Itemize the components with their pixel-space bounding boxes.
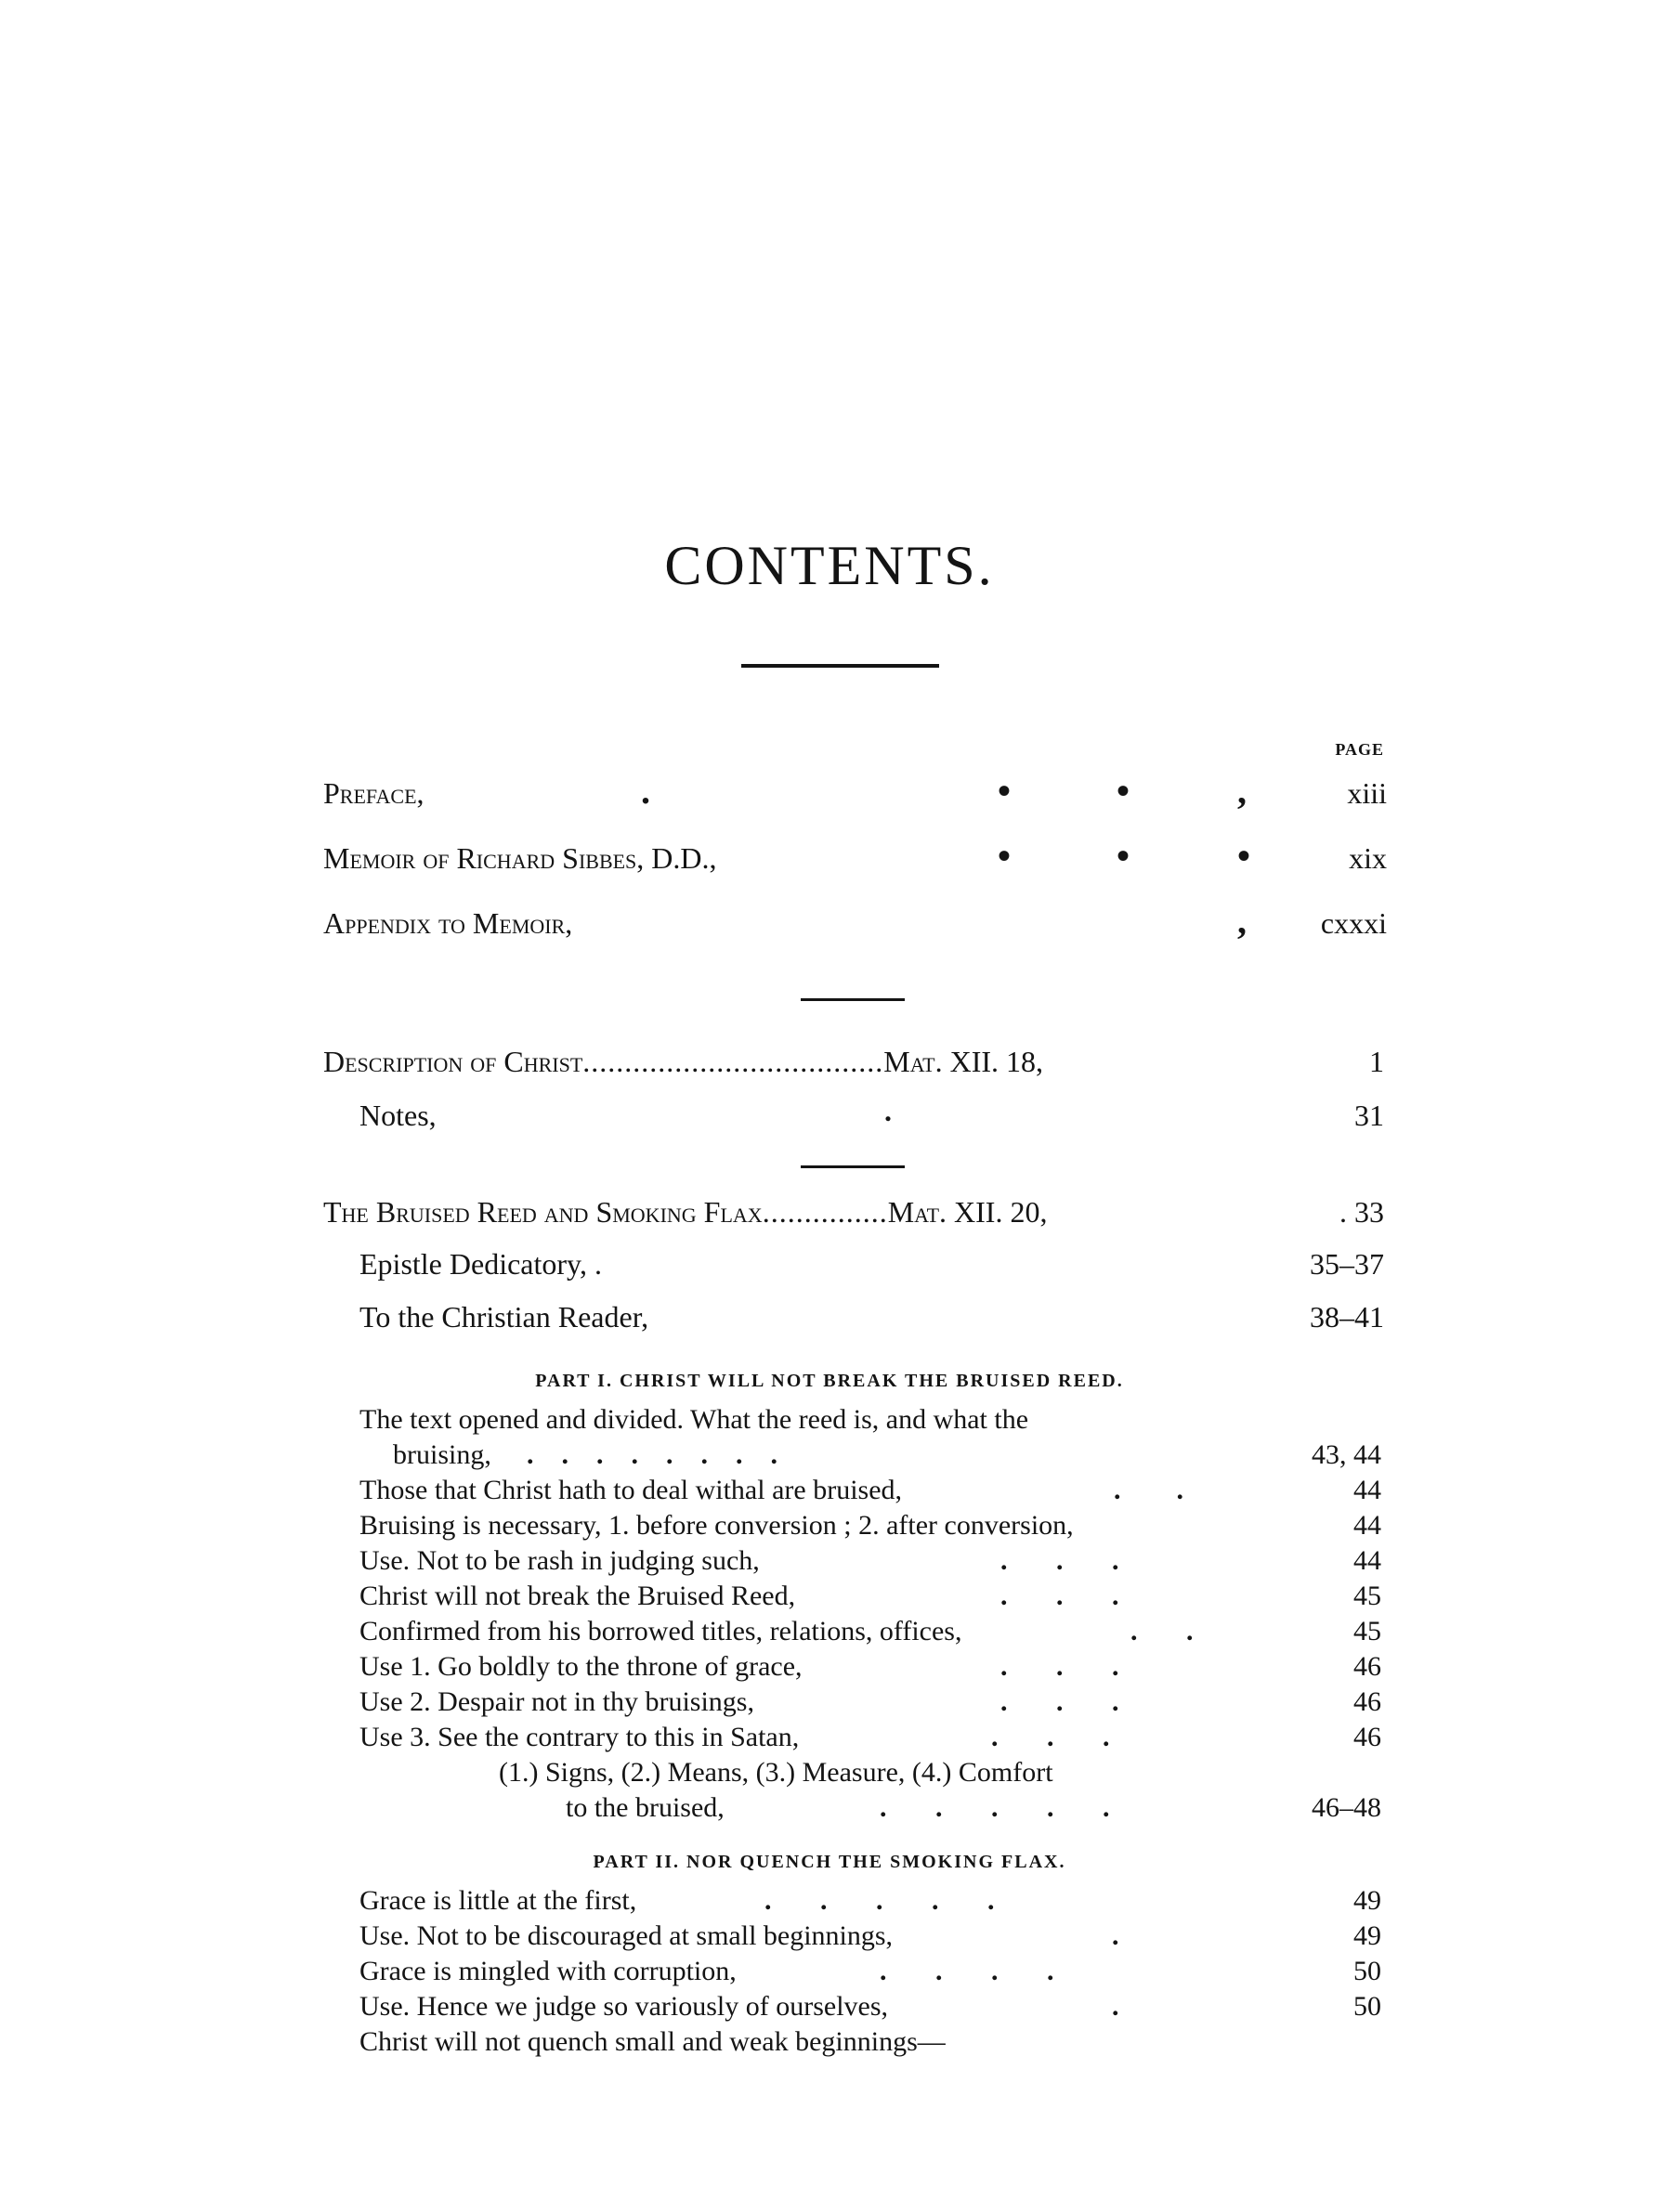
toc-line[interactable] [359, 1475, 1381, 1510]
dot-leader: . [1112, 1920, 1119, 1951]
toc-line-text: Grace is little at the first, [359, 1885, 637, 1916]
toc-line-text: Those that Christ hath to deal withal are bruised, [359, 1475, 903, 1505]
toc-line-text: Grace is mingled with corruption, [359, 1956, 737, 1986]
dot-leader: . . [1114, 1475, 1183, 1505]
dot-leader: . . . . [880, 1956, 1054, 1986]
toc-line-page: 46 [1353, 1686, 1381, 1717]
toc-line-text: Use 1. Go boldly to the throne of grace, [359, 1651, 803, 1682]
leader-dot: . [641, 770, 650, 812]
part-one-heading: PART I. CHRIST WILL NOT BREAK THE BRUISED REED. [535, 1371, 1124, 1391]
dot-leader: .................................... [582, 1045, 884, 1078]
toc-line[interactable] [359, 1651, 1381, 1686]
dot-leader: . [1112, 1991, 1119, 2022]
leader-dot: . [884, 1094, 892, 1127]
toc-entry-label: Appendix to Memoir, [323, 906, 573, 940]
toc-subentry-notes-page: 31 [1354, 1099, 1384, 1132]
dot-leader: . . . [1000, 1651, 1119, 1682]
toc-line-page: 50 [1353, 1991, 1381, 2022]
toc-entry-appendix[interactable] [323, 900, 1387, 953]
toc-line-text: Confirmed from his borrowed titles, relations, offices, [359, 1616, 962, 1646]
dot-leader: . . . . . . . . [527, 1439, 777, 1470]
toc-line-page: 50 [1353, 1956, 1381, 1986]
toc-entry-page: xiii [1347, 776, 1387, 810]
toc-line-page: 45 [1353, 1581, 1381, 1611]
toc-line[interactable] [359, 1885, 1381, 1920]
toc-line-page: 45 [1353, 1616, 1381, 1646]
toc-line-text: The text opened and divided. What the reed is, and what the [359, 1404, 1029, 1435]
dot-leader: . . . . . [880, 1792, 1110, 1823]
toc-entry-label: Memoir of Richard Sibbes, D.D., [323, 841, 717, 875]
toc-line-text: Use. Not to be rash in judging such, [359, 1545, 760, 1576]
toc-line-text: Christ will not quench small and weak beginnings— [359, 2026, 946, 2057]
scripture-reference: Mat. XII. 20, [887, 1195, 1048, 1229]
leader-dot: • [998, 770, 1012, 812]
section-rule [801, 1165, 905, 1168]
toc-line-page: 46–48 [1312, 1792, 1381, 1823]
dot-leader: . . . [991, 1722, 1110, 1752]
toc-entry-page: cxxxi [1320, 906, 1387, 940]
toc-line-text: Use. Hence we judge so variously of ourselves, [359, 1991, 889, 2022]
toc-line-page: 44 [1353, 1510, 1381, 1541]
toc-line[interactable] [359, 1510, 1381, 1545]
dot-leader: . . . [1000, 1686, 1119, 1717]
toc-line[interactable] [359, 1991, 1381, 2026]
toc-line[interactable] [359, 1956, 1381, 1991]
dot-leader: ............... [762, 1195, 888, 1229]
toc-entry-page: 1 [1369, 1045, 1384, 1078]
page-column-header: PAGE [1335, 740, 1384, 759]
toc-entry-bruised-reed[interactable] [323, 1195, 1047, 1230]
toc-subentry-reader-label[interactable]: To the Christian Reader, [359, 1300, 649, 1334]
toc-line[interactable] [359, 1581, 1381, 1616]
toc-line-text: Use 2. Despair not in thy bruisings, [359, 1686, 754, 1717]
leader-dot: , [1237, 900, 1247, 942]
toc-line-page: 49 [1353, 1920, 1381, 1951]
toc-line-text: Use 3. See the contrary to this in Satan, [359, 1722, 800, 1752]
page-title: CONTENTS. [664, 535, 995, 596]
toc-entry-memoir[interactable] [323, 835, 1387, 888]
scripture-reference: Mat. XII. 18, [883, 1045, 1044, 1078]
toc-line[interactable] [359, 1920, 1381, 1956]
toc-line-text: to the bruised, [566, 1792, 725, 1823]
leader-dot: • [1117, 835, 1130, 877]
toc-line[interactable] [359, 1616, 1381, 1651]
toc-line-text: Christ will not break the Bruised Reed, [359, 1581, 796, 1611]
toc-line[interactable] [359, 1545, 1381, 1581]
toc-subentry-epistle-label[interactable]: Epistle Dedicatory, . [359, 1247, 602, 1281]
dot-leader: . . . . . [764, 1885, 995, 1916]
toc-entry-page: . 33 [1339, 1195, 1384, 1229]
toc-line-page: 46 [1353, 1651, 1381, 1682]
toc-subentry-epistle-page: 35–37 [1310, 1247, 1384, 1281]
toc-entry-description[interactable] [323, 1045, 1043, 1079]
toc-line-page: 44 [1353, 1545, 1381, 1576]
toc-line-text: Bruising is necessary, 1. before conversion ; 2. after conversion, [359, 1510, 1074, 1541]
toc-line-page: 44 [1353, 1475, 1381, 1505]
section-rule [801, 998, 905, 1001]
toc-entry-label: Preface, [323, 776, 425, 810]
toc-line-page: 43, 44 [1312, 1439, 1381, 1470]
toc-line-page: 46 [1353, 1722, 1381, 1752]
toc-line[interactable] [359, 1722, 1381, 1757]
toc-subentry-reader-page: 38–41 [1310, 1300, 1384, 1334]
dot-leader: . . . [1000, 1545, 1119, 1576]
leader-dot: • [998, 835, 1012, 877]
toc-subentry-notes-label[interactable]: Notes, [359, 1099, 437, 1132]
dot-leader: . . [1130, 1616, 1194, 1646]
part-two-heading: PART II. NOR QUENCH THE SMOKING FLAX. [593, 1852, 1066, 1872]
leader-dot: • [1237, 835, 1251, 877]
toc-entry-label: The Bruised Reed and Smoking Flax [323, 1195, 763, 1229]
toc-line[interactable] [359, 1439, 1381, 1475]
toc-entry-label: Description of Christ [323, 1045, 583, 1078]
toc-line-text: bruising, [393, 1439, 491, 1470]
toc-line-page: 49 [1353, 1885, 1381, 1916]
toc-line[interactable] [359, 2026, 1381, 2062]
title-rule [741, 664, 939, 668]
toc-entry-preface[interactable] [323, 770, 1387, 823]
leader-dot: • [1117, 770, 1130, 812]
toc-entry-page: xix [1349, 841, 1387, 875]
toc-line[interactable] [359, 1686, 1381, 1722]
toc-line-text: (1.) Signs, (2.) Means, (3.) Measure, (4.) Comfort [499, 1757, 1053, 1788]
toc-line[interactable] [359, 1404, 1381, 1439]
toc-line[interactable] [359, 1757, 1381, 1792]
toc-line-text: Use. Not to be discouraged at small beginnings, [359, 1920, 894, 1951]
leader-dot: , [1237, 770, 1247, 812]
dot-leader: . . . [1000, 1581, 1119, 1611]
toc-line[interactable] [359, 1792, 1381, 1828]
